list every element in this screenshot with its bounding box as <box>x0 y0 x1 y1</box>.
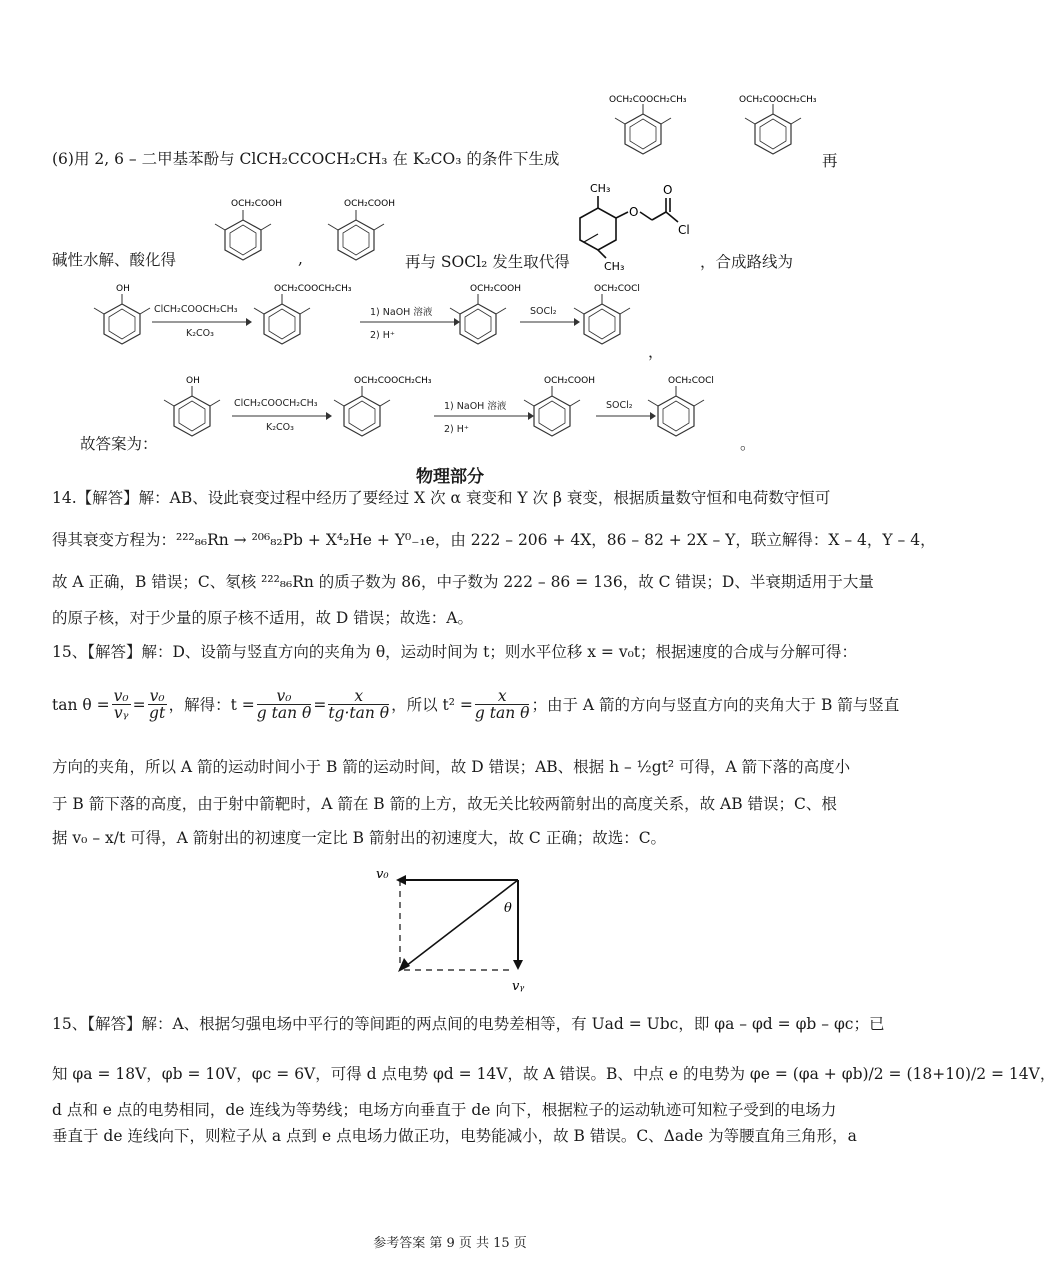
q15a-line1: 15、【解答】解：D、设箭与竖直方向的夹角为 θ，运动时间为 t；则水平位移 x = v₀t；根据速度的合成与分解可得： <box>52 643 858 661</box>
q15b-line2: 知 φa = 18V，φb = 10V，φc = 6V，可得 d 点电势 φd = 14V，故 A 错误。B、中点 e 的电势为 φe = (φa + φb)/2 = (18+10)/2 = 14V， <box>52 1065 1055 1083</box>
ester-molecule-2 <box>715 88 835 168</box>
reaction-scheme-1: OH ClCH₂COOCH₂CH₃ K₂CO₃ OCH₂COOCH₂CH₃ 1) NaOH 溶液 2) H⁺ OCH₂COOH SOCl₂ OCH₂COCl <box>90 280 790 360</box>
ester-label-2: OCH₂COOCH₂CH₃ <box>739 95 817 105</box>
q6-line2-start: 碱性水解、酸化得 <box>52 251 177 269</box>
q6-line1 <box>52 149 559 169</box>
velocity-diagram <box>360 862 550 997</box>
ester-label-1: OCH₂COOCH₂CH₃ <box>609 95 687 105</box>
q15b-line1: 15、【解答】解：A、根据匀强电场中平行的等间距的两点间的电势差相等，有 Uad = Ubc，即 φa – φd = φb – φc；已 <box>52 1015 885 1033</box>
q15a-line4: 于 B 箭下落的高度，由于射中箭靶时，A 箭在 B 箭的上方，故无关比较两箭射出的高度关系，故 AB 错误；C、根 <box>52 795 837 813</box>
q15a-line5: 据 v₀ – x/t 可得，A 箭射出的初速度一定比 B 箭射出的初速度大，故 C 正确；故选：C。 <box>52 829 667 847</box>
q15a-line3: 方向的夹角，所以 A 箭的运动时间小于 B 箭的运动时间，故 D 错误；AB、根据 h – ½gt² 可得，A 箭下落的高度小 <box>52 758 851 776</box>
o-label: O <box>629 205 639 219</box>
physics-heading: 物理部分 <box>416 467 484 487</box>
q15a-line2: tan θ = $\frac{\text{v₀}}{\text{vᵧ}}$ = $\frac{\text{v₀}}{gt}$ ，解得：t = $\frac{\text{v₀}}{\text{g tan θ}}$ = $\frac{x}{\text{tg·tan θ}}$ ，所以 t² = $\frac{x}{\text{g tan θ}}$ ；由于 A 箭的方向与竖直方向的夹角大于 B 箭与竖直 <box>52 687 900 722</box>
svg-text:OCH₂COOCH₂CH₃: OCH₂COOCH₂CH₃ <box>354 376 432 386</box>
svg-text:OCH₂COOH: OCH₂COOH <box>544 376 595 386</box>
q6-line1-text: (6)用 2, 6 – 二甲基苯酚与 ClCH₂CCOCH₂CH₃ 在 K₂CO₃ 的条件下生成 <box>52 150 560 168</box>
reaction-scheme-2: OH ClCH₂COOCH₂CH₃ K₂CO₃ OCH₂COOCH₂CH₃ 1) NaOH 溶液 2) H⁺ OCH₂COOH SOCl₂ OCH₂COCl <box>160 372 760 452</box>
svg-text:OH: OH <box>116 284 130 294</box>
svg-text:OCH₂COOH: OCH₂COOH <box>470 284 521 294</box>
v0-label: v₀ <box>376 867 389 882</box>
svg-text:OH: OH <box>186 376 200 386</box>
vy-label: vᵧ <box>512 979 525 994</box>
acid-molecule-1 <box>205 190 305 280</box>
ester-molecule-3 <box>250 280 360 360</box>
q14-line4: 的原子核，对于少量的原子核不适用，故 D 错误；故选：A。 <box>52 609 473 627</box>
o-carbonyl-label: O <box>663 183 673 197</box>
q14-line3: 故 A 正确，B 错误；C、氡核 ²²²₈₆Rn 的质子数为 86，中子数为 222 – 86 = 136，故 C 错误；D、半衰期适用于大量 <box>52 573 874 591</box>
ester-molecule-1 <box>585 88 705 168</box>
theta-label: θ <box>504 901 512 916</box>
ch3-bottom-label: CH₃ <box>604 260 625 273</box>
q14-line1: 14.【解答】解：AB、设此衰变过程中经历了要经过 X 次 α 衰变和 Y 次 β 衰变，根据质量数守恒和电荷数守恒可 <box>52 489 831 507</box>
q15b-line3: d 点和 e 点的电势相同，de 连线为等势线；电场方向垂直于 de 向下，根据粒子的运动轨迹可知粒子受到的电场力 <box>52 1101 837 1119</box>
q15b-line4: 垂直于 de 连线向下，则粒子从 a 点到 e 点电场力做正功，电势能减小，故 B 错误。C、Δade 为等腰直角三角形，a <box>52 1127 857 1145</box>
q14-line2: 得其衰变方程为：²²²₈₆Rn → ²⁰⁶₈₂Pb + X⁴₂He + Y⁰₋₁e，由 222 – 206 + 4X，86 – 82 + 2X – Y，联立解得：X – 4，Y – 4， <box>52 531 936 549</box>
q6-line2-end: ，合成路线为 <box>700 253 794 271</box>
q6-line2-mid: 再与 SOCl₂ 发生取代得 <box>405 253 570 271</box>
svg-text:OCH₂COOCH₂CH₃: OCH₂COOCH₂CH₃ <box>274 284 352 294</box>
acid-molecule-2 <box>318 190 418 280</box>
q6-line1-end: 再 <box>822 152 838 170</box>
svg-text:OCH₂COCl: OCH₂COCl <box>668 376 714 386</box>
svg-text:OCH₂COCl: OCH₂COCl <box>594 284 640 294</box>
acid-label-2: OCH₂COOH <box>344 199 395 209</box>
cl-label: Cl <box>678 223 690 237</box>
acyl-chloride-structure <box>560 178 700 273</box>
page-footer: 参考答案 第 9 页 共 15 页 <box>373 1236 527 1251</box>
answer-prefix: 故答案为： <box>80 435 158 453</box>
ch3-top-label: CH₃ <box>590 182 611 195</box>
acid-label-1: OCH₂COOH <box>231 199 282 209</box>
